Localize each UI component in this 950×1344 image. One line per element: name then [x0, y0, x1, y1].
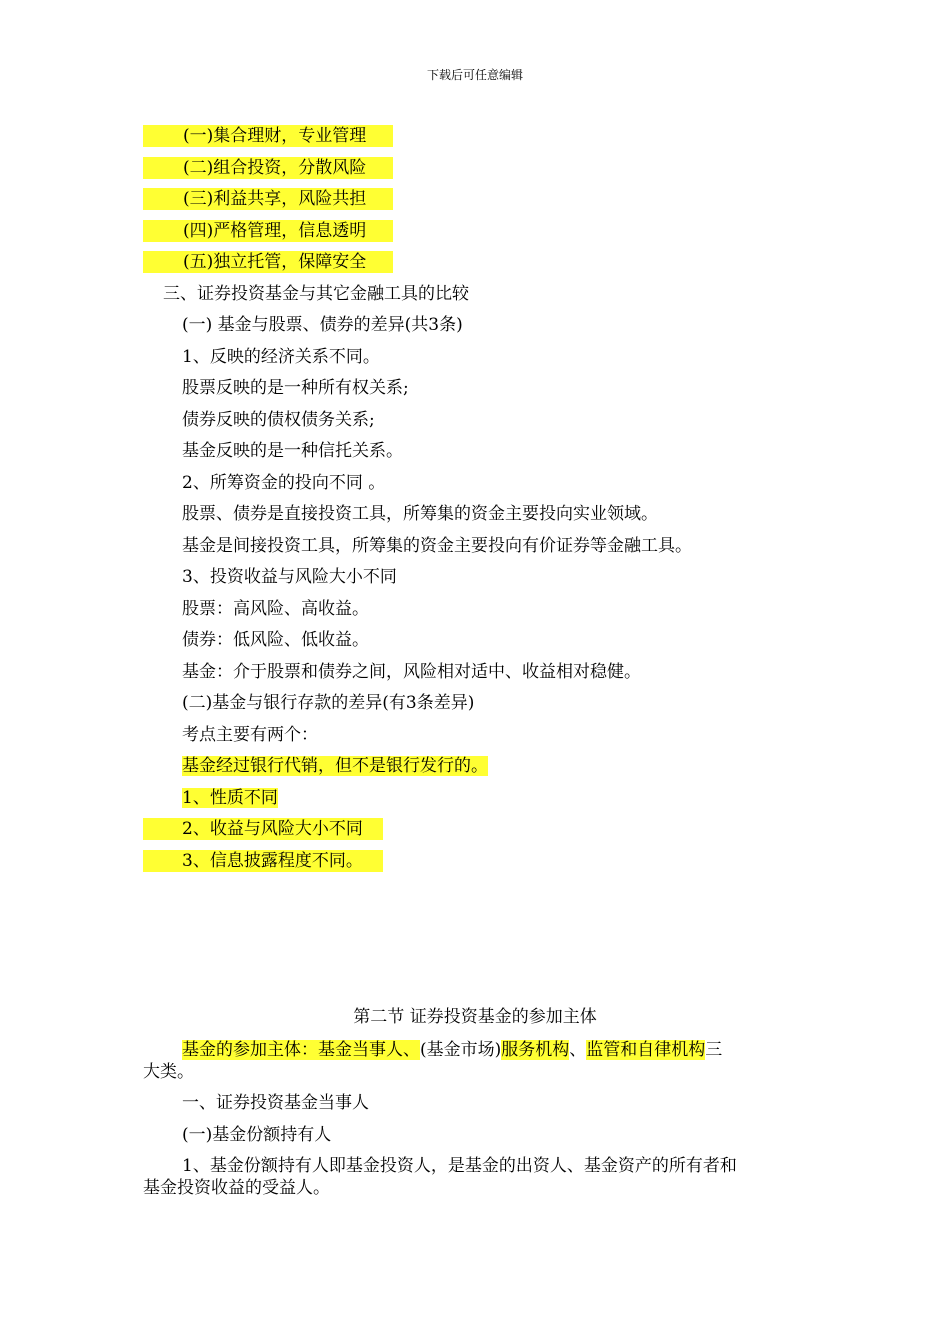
paragraph: 2、所筹资金的投向不同 。 [182, 473, 386, 493]
intro-paragraph [182, 1039, 722, 1061]
plain-text: (基金市场) [420, 1040, 502, 1060]
section-heading: 三、证券投资基金与其它金融工具的比较 [163, 284, 469, 304]
paragraph-continuation: 大类。 [143, 1062, 194, 1082]
paragraph: 基金：介于股票和债券之间，风险相对适中、收益相对稳健。 [182, 662, 641, 682]
highlight-text: 服务机构 [501, 1040, 570, 1060]
feature-item: (四)严格管理，信息透明 [183, 221, 367, 241]
paragraph: 基金是间接投资工具，所筹集的资金主要投向有价证券等金融工具。 [182, 536, 692, 556]
section-heading: 一、证券投资基金当事人 [182, 1093, 369, 1113]
subsection-heading: (一)基金份额持有人 [182, 1125, 332, 1145]
highlighted-paragraph: 3、信息披露程度不同。 [182, 851, 363, 871]
highlight-text: 1、性质不同 [182, 788, 278, 808]
paragraph: 股票反映的是一种所有权关系; [182, 378, 409, 398]
highlight-text: 监管和自律机构 [586, 1040, 706, 1060]
feature-item: (三)利益共享，风险共担 [183, 189, 367, 209]
page-header: 下载后可任意编辑 [426, 68, 523, 82]
chapter-title: 第二节 证券投资基金的参加主体 [353, 1007, 597, 1027]
highlight-text: 基金的参加主体： [182, 1040, 318, 1060]
paragraph: 1、基金份额持有人即基金投资人，是基金的出资人、基金资产的所有者和 [182, 1156, 737, 1176]
paragraph: 1、反映的经济关系不同。 [182, 347, 380, 367]
paragraph: 3、投资收益与风险大小不同 [182, 567, 397, 587]
highlighted-paragraph [182, 755, 488, 777]
paragraph: 股票、债券是直接投资工具，所筹集的资金主要投向实业领域。 [182, 504, 658, 524]
paragraph: 股票：高风险、高收益。 [182, 599, 369, 619]
highlight-text: 基金当事人、 [318, 1040, 420, 1060]
subsection-heading: (二)基金与银行存款的差异(有3条差异) [182, 693, 475, 713]
feature-item: (一)集合理财，专业管理 [183, 126, 367, 146]
plain-text: 三 [705, 1040, 723, 1060]
paragraph-continuation: 基金投资收益的受益人。 [143, 1178, 330, 1198]
subsection-heading: (一) 基金与股票、债券的差异(共3条) [182, 315, 463, 335]
paragraph: 债券反映的债权债务关系; [182, 410, 375, 430]
feature-item: (二)组合投资，分散风险 [183, 158, 367, 178]
paragraph: 考点主要有两个： [182, 725, 318, 745]
paragraph: 债券：低风险、低收益。 [182, 630, 369, 650]
highlighted-paragraph [182, 787, 278, 809]
plain-text: 、 [569, 1040, 587, 1060]
feature-item: (五)独立托管，保障安全 [183, 252, 367, 272]
highlighted-paragraph: 2、收益与风险大小不同 [182, 819, 363, 839]
paragraph: 基金反映的是一种信托关系。 [182, 441, 403, 461]
highlight-text: 基金经过银行代销，但不是银行发行的。 [182, 756, 488, 776]
